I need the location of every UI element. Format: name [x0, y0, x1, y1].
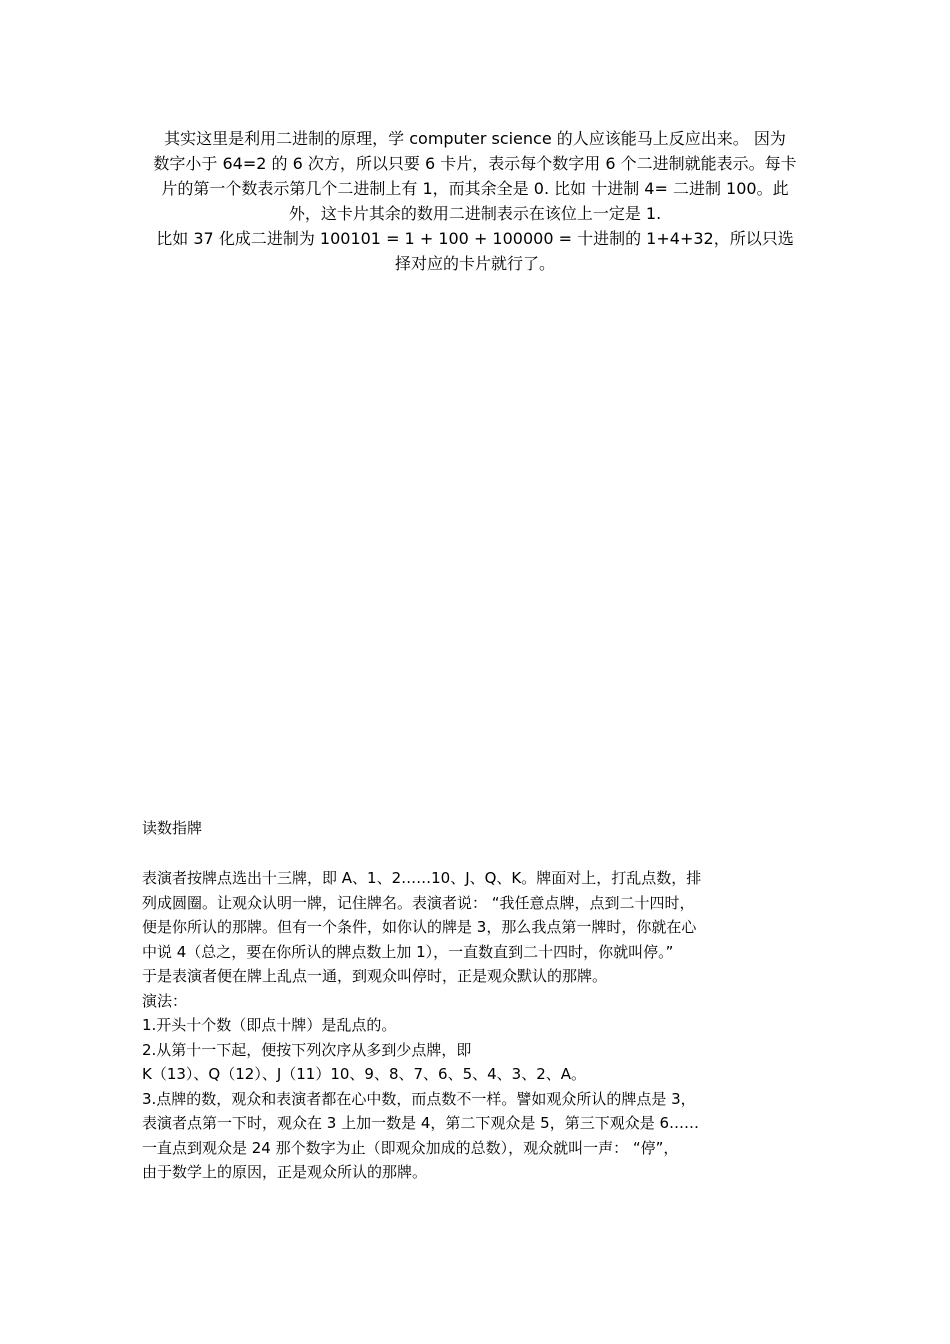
body-line: 于是表演者便在牌上乱点一通，到观众叫停时，正是观众默认的那牌。	[142, 967, 608, 985]
body-line: 2.从第十一下起，便按下列次序从多到少点牌，即	[142, 1040, 472, 1059]
paragraph-line: 择对应的卡片就行了。	[394, 254, 555, 273]
body-line: 表演者按牌点选出十三牌，即 A、1、2……10、J、Q、K。牌面对上，打乱点数，排	[142, 869, 702, 887]
paragraph-line: 数字小于 64=2 的 6 次方，所以只要 6 卡片，表示每个数字用 6 个二进制就能表示。每卡	[153, 154, 797, 173]
body-line: 便是你所认的那牌。但有一个条件，如你认的牌是 3，那么我点第一牌时，你就在心	[142, 918, 697, 936]
paragraph-line: 外，这卡片其余的数用二进制表示在该位上一定是 1.	[288, 204, 662, 223]
body-line: 表演者点第一下时，观众在 3 上加一数是 4，第二下观众是 5，第三下观众是 6……	[142, 1114, 700, 1132]
body-line: 3.点牌的数，观众和表演者都在心中数，而点数不一样。譬如观众所认的牌点是 3，	[142, 1089, 696, 1108]
binary-explanation-paragraph	[142, 126, 808, 276]
card-trick-body	[142, 866, 782, 1185]
paragraph-line: 片的第一个数表示第几个二进制上有 1，而其余全是 0. 比如 十进制 4= 二进制 100。此	[161, 179, 789, 198]
paragraph-line: 其实这里是利用二进制的原理，学 computer science 的人应该能马上反应出来。 因为	[164, 129, 786, 148]
body-line: 列成圆圈。让观众认明一牌，记住牌名。表演者说： “我任意点牌，点到二十四时，	[142, 893, 695, 912]
section-heading: 读数指牌	[142, 819, 203, 837]
body-line: 由于数学上的原因，正是观众所认的那牌。	[142, 1163, 428, 1181]
paragraph-line: 比如 37 化成二进制为 100101 = 1 + 100 + 100000 = 十进制的 1+4+32，所以只选	[156, 229, 794, 248]
body-line: 一直点到观众是 24 那个数字为止（即观众加成的总数），观众就叫一声： “停”，	[142, 1138, 679, 1157]
body-line: 1.开头十个数（即点十牌）是乱点的。	[142, 1016, 397, 1034]
body-line: 演法：	[142, 991, 188, 1010]
body-line: K（13）、Q（12）、J（11）10、9、8、7、6、5、4、3、2、A。	[142, 1065, 587, 1083]
body-line: 中说 4（总之，要在你所认的牌点数上加 1），一直数直到二十四时，你就叫停。”	[142, 942, 674, 961]
